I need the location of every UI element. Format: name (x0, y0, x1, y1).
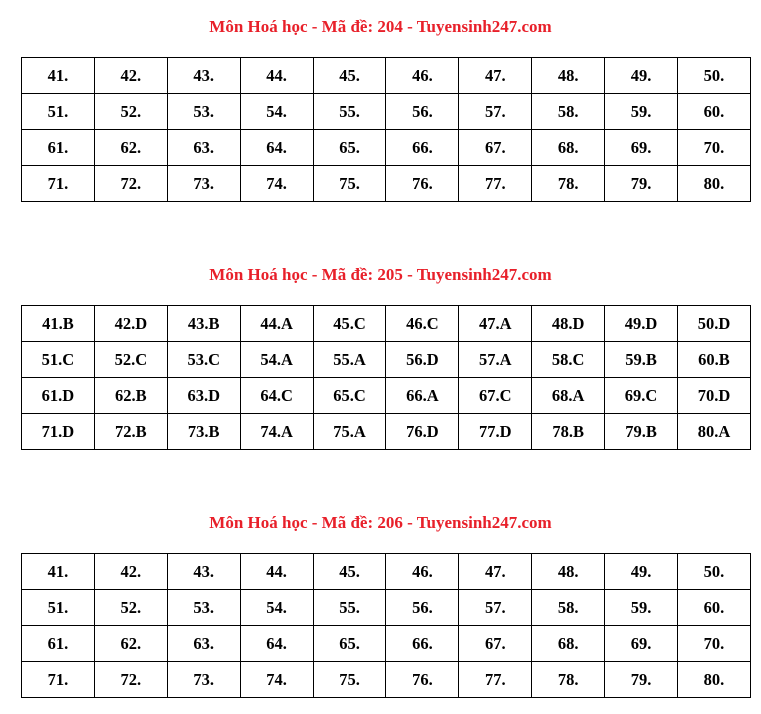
table-row (22, 306, 751, 342)
answer-cell: 58. (532, 94, 605, 130)
answer-cell: 68. (532, 130, 605, 166)
answer-cell: 41.B (22, 306, 95, 342)
answer-cell: 79.B (605, 414, 678, 450)
answer-cell: 79. (605, 662, 678, 698)
answer-cell: 46. (386, 58, 459, 94)
answer-cell: 61. (22, 626, 95, 662)
answer-cell: 75.A (313, 414, 386, 450)
answer-cell: 70. (678, 130, 751, 166)
answer-cell: 72. (94, 166, 167, 202)
answer-cell: 56. (386, 94, 459, 130)
answer-cell: 66. (386, 626, 459, 662)
answer-cell: 62. (94, 626, 167, 662)
answer-cell: 50. (678, 554, 751, 590)
answer-cell: 56.D (386, 342, 459, 378)
answer-cell: 55. (313, 94, 386, 130)
answer-cell: 50. (678, 58, 751, 94)
answer-cell: 76. (386, 662, 459, 698)
answer-cell: 45. (313, 554, 386, 590)
answer-cell: 72.B (94, 414, 167, 450)
answer-cell: 41. (22, 58, 95, 94)
answer-cell: 54. (240, 94, 313, 130)
table-row (22, 342, 751, 378)
answer-cell: 78. (532, 166, 605, 202)
answer-cell: 59. (605, 590, 678, 626)
answer-cell: 49. (605, 58, 678, 94)
answer-cell: 67.C (459, 378, 532, 414)
answer-cell: 68. (532, 626, 605, 662)
answer-cell: 60.B (678, 342, 751, 378)
answer-cell: 45.C (313, 306, 386, 342)
answer-cell: 48. (532, 554, 605, 590)
answer-cell: 46.C (386, 306, 459, 342)
answer-cell: 70.D (678, 378, 751, 414)
answer-cell: 66. (386, 130, 459, 166)
table-row (22, 590, 751, 626)
answer-cell: 47. (459, 554, 532, 590)
answer-cell: 48. (532, 58, 605, 94)
answer-cell: 64. (240, 130, 313, 166)
answer-cell: 75. (313, 166, 386, 202)
answer-cell: 77.D (459, 414, 532, 450)
answer-cell: 47. (459, 58, 532, 94)
table-row (22, 58, 751, 94)
answer-cell: 77. (459, 166, 532, 202)
answer-cell: 53. (167, 94, 240, 130)
answer-cell: 46. (386, 554, 459, 590)
answer-cell: 45. (313, 58, 386, 94)
answer-cell: 78.B (532, 414, 605, 450)
answer-cell: 61.D (22, 378, 95, 414)
answer-cell: 75. (313, 662, 386, 698)
answer-cell: 57. (459, 590, 532, 626)
answer-cell: 71. (22, 662, 95, 698)
table-row (22, 662, 751, 698)
answer-cell: 59. (605, 94, 678, 130)
answer-cell: 52.C (94, 342, 167, 378)
answer-cell: 52. (94, 590, 167, 626)
table-row (22, 626, 751, 662)
answer-cell: 67. (459, 626, 532, 662)
answer-cell: 42.D (94, 306, 167, 342)
answer-cell: 63. (167, 130, 240, 166)
answer-cell: 44. (240, 58, 313, 94)
answer-cell: 54. (240, 590, 313, 626)
answer-cell: 55.A (313, 342, 386, 378)
answer-cell: 69. (605, 130, 678, 166)
answer-cell: 73. (167, 166, 240, 202)
table-row (22, 554, 751, 590)
answer-cell: 47.A (459, 306, 532, 342)
answer-cell: 74. (240, 166, 313, 202)
answer-cell: 43. (167, 554, 240, 590)
answer-cell: 44.A (240, 306, 313, 342)
answer-cell: 43.B (167, 306, 240, 342)
table-row (22, 94, 751, 130)
answer-cell: 63. (167, 626, 240, 662)
answer-cell: 67. (459, 130, 532, 166)
answer-cell: 60. (678, 94, 751, 130)
answer-cell: 51. (22, 590, 95, 626)
answer-cell: 66.A (386, 378, 459, 414)
answer-cell: 57.A (459, 342, 532, 378)
answer-cell: 59.B (605, 342, 678, 378)
answer-cell: 49.D (605, 306, 678, 342)
answer-cell: 58.C (532, 342, 605, 378)
table-row (22, 130, 751, 166)
answer-cell: 42. (94, 58, 167, 94)
table-row (22, 414, 751, 450)
answer-cell: 76.D (386, 414, 459, 450)
answer-cell: 53. (167, 590, 240, 626)
answer-cell: 80.A (678, 414, 751, 450)
table-row (22, 378, 751, 414)
answer-cell: 64. (240, 626, 313, 662)
answer-cell: 62. (94, 130, 167, 166)
table-row (22, 166, 751, 202)
answer-cell: 65.C (313, 378, 386, 414)
answer-cell: 71. (22, 166, 95, 202)
answer-cell: 68.A (532, 378, 605, 414)
answer-cell: 78. (532, 662, 605, 698)
answer-cell: 65. (313, 626, 386, 662)
answer-cell: 56. (386, 590, 459, 626)
answer-cell: 42. (94, 554, 167, 590)
answer-cell: 49. (605, 554, 678, 590)
answer-cell: 73. (167, 662, 240, 698)
answer-cell: 76. (386, 166, 459, 202)
answer-cell: 61. (22, 130, 95, 166)
answer-cell: 57. (459, 94, 532, 130)
answer-cell: 51. (22, 94, 95, 130)
answer-cell: 69. (605, 626, 678, 662)
answer-cell: 44. (240, 554, 313, 590)
answer-cell: 55. (313, 590, 386, 626)
answer-cell: 74.A (240, 414, 313, 450)
answer-cell: 72. (94, 662, 167, 698)
answer-cell: 77. (459, 662, 532, 698)
answer-table (21, 305, 751, 450)
answer-cell: 41. (22, 554, 95, 590)
answer-cell: 54.A (240, 342, 313, 378)
answer-cell: 70. (678, 626, 751, 662)
answer-cell: 79. (605, 166, 678, 202)
answer-cell: 58. (532, 590, 605, 626)
answer-cell: 74. (240, 662, 313, 698)
section-title: Môn Hoá học - Mã đề: 204 - Tuyensinh247.com (209, 17, 552, 36)
answer-cell: 69.C (605, 378, 678, 414)
answer-cell: 73.B (167, 414, 240, 450)
answer-cell: 80. (678, 662, 751, 698)
answer-cell: 52. (94, 94, 167, 130)
answer-cell: 65. (313, 130, 386, 166)
answer-table (21, 553, 751, 698)
answer-cell: 71.D (22, 414, 95, 450)
answer-cell: 63.D (167, 378, 240, 414)
answer-cell: 60. (678, 590, 751, 626)
answer-cell: 64.C (240, 378, 313, 414)
section-title: Môn Hoá học - Mã đề: 206 - Tuyensinh247.com (209, 513, 552, 532)
answer-cell: 53.C (167, 342, 240, 378)
answer-cell: 48.D (532, 306, 605, 342)
answer-cell: 50.D (678, 306, 751, 342)
answer-table (21, 57, 751, 202)
answer-cell: 51.C (22, 342, 95, 378)
answer-cell: 62.B (94, 378, 167, 414)
section-title: Môn Hoá học - Mã đề: 205 - Tuyensinh247.com (209, 265, 552, 284)
answer-cell: 80. (678, 166, 751, 202)
answer-cell: 43. (167, 58, 240, 94)
